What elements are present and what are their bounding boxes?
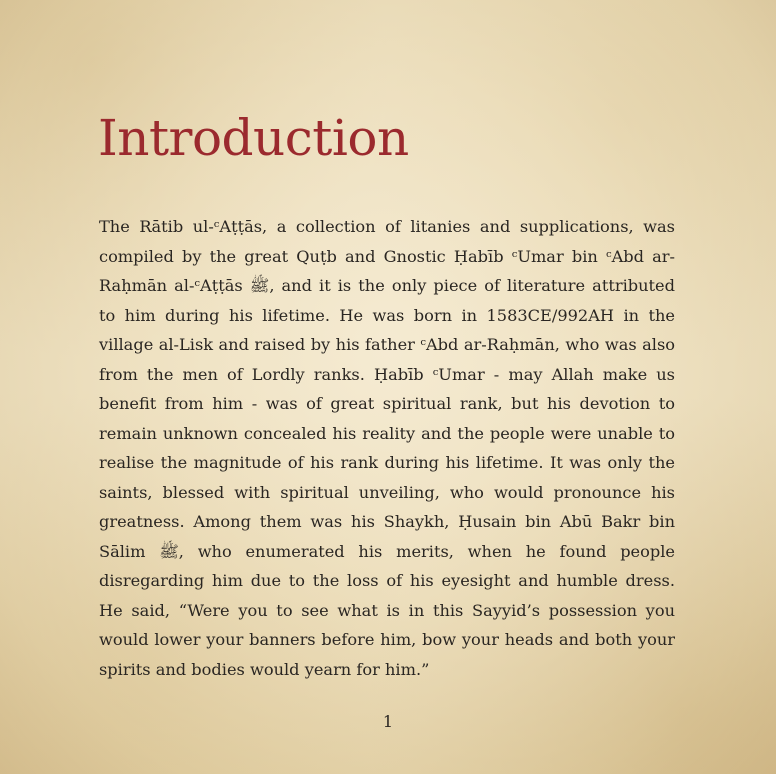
page-title: Introduction (98, 109, 409, 167)
body-paragraph: The Rātib ul-ᶜAṭṭās, a collection of litanies and supplications, was compiled by the great Quṭb and Gnostic Ḥabīb ᶜUmar bin ᶜAbd ar-Raḥmān al-ᶜAṭṭās ﷺ, and it is the only piece of literature attributed to him during his lifetime. He was born in 1583CE/992AH in the village al-Lisk and raised by his father ᶜAbd ar-Raḥmān, who was also from the men of Lordly ranks. Ḥabīb ᶜUmar - may Allah make us benefit from him - was of great spiritual rank, but his devotion to remain unknown concealed his reality and the people were unable to realise the magnitude of his rank during his lifetime. It was only the saints, blessed with spiritual unveiling, who would pronounce his greatness. Among them was his Shaykh, Ḥusain bin Abū Bakr bin Sālim ﷺ, who enumerated his merits, when he found people disregarding him due to the loss of his eyesight and humble dress. He said, “Were you to see what is in this Sayyid’s possession you would lower your banners before him, bow your heads and both your spirits and bodies would yearn for him.” (99, 217, 676, 679)
page-number: 1 (382, 712, 394, 731)
